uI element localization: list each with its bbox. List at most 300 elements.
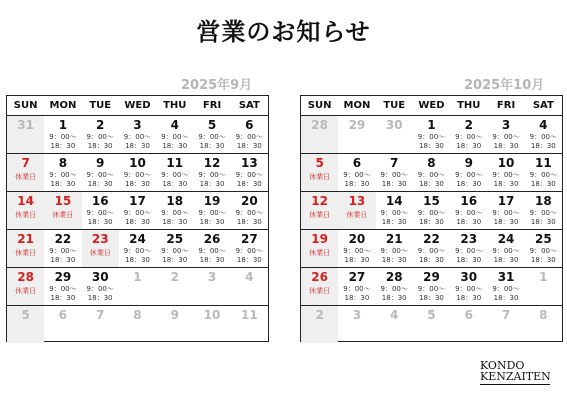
closed-day-label: 休業日 [15,173,37,181]
business-hours-open: 9：00〜 [417,171,446,179]
day-number: 20 [348,232,366,246]
day-cell [44,268,81,305]
weekday-header: SUN [13,100,38,111]
weekday-header: THU [457,100,481,111]
business-hours-open: 9：00〜 [380,247,408,255]
day-cell [193,306,230,343]
business-hours-close: 18：30 [87,142,113,150]
day-number: 25 [534,232,552,246]
day-cell [301,268,338,305]
day-cell [450,306,487,343]
day-number: 6 [464,308,473,322]
day-cell [487,192,524,229]
day-number: 26 [311,270,328,284]
business-hours-open: 9：00〜 [123,133,152,141]
day-cell [7,116,44,153]
closed-day-label: 休業日 [309,287,331,295]
day-cell [82,154,119,191]
day-number: 24 [129,232,146,246]
day-number: 24 [497,232,515,246]
day-cell [376,306,413,343]
day-number: 6 [352,156,362,170]
business-hours-close: 18：30 [125,218,150,226]
business-hours-open: 9：00〜 [492,209,520,217]
business-hours-open: 9：00〜 [161,247,189,255]
business-hours-close: 18：30 [419,180,444,188]
business-hours-open: 9：00〜 [455,209,483,217]
day-cell [487,230,524,267]
business-hours-open: 9：00〜 [86,209,114,217]
business-hours-close: 18：30 [87,294,113,302]
day-cell [413,192,450,229]
day-cell [119,192,156,229]
day-number: 1 [58,118,68,132]
business-hours-close: 18：30 [419,218,444,226]
weekday-header: SUN [307,100,332,111]
day-cell [487,116,524,153]
business-hours-open: 9：00〜 [235,209,264,217]
day-cell [231,154,268,191]
day-number: 31 [17,118,34,132]
business-hours-close: 18：30 [344,180,370,188]
business-hours-open: 9：00〜 [161,209,189,217]
company-logo [480,360,552,385]
day-cell [156,192,193,229]
business-hours-close: 18：30 [456,218,482,226]
day-number: 17 [129,194,146,208]
weekday-header: TUE [89,100,112,111]
day-number: 7 [501,308,511,322]
day-number: 30 [91,270,109,284]
weekday-header: SAT [238,100,260,111]
day-cell [487,268,524,305]
business-hours-open: 9：00〜 [492,247,520,255]
day-number: 4 [390,308,399,322]
business-hours-open: 9：00〜 [417,133,446,141]
day-cell [525,116,562,153]
day-cell [450,154,487,191]
day-cell [301,192,338,229]
business-hours-close: 18：30 [199,256,225,264]
day-number: 28 [17,270,34,284]
day-cell [7,154,44,191]
weekday-header: FRI [496,100,516,111]
day-number: 27 [348,270,366,284]
logo-line-2: KENZAITEN [480,370,551,383]
business-hours-close: 18：30 [381,294,407,302]
day-number: 3 [133,118,142,132]
closed-day-label: 休業日 [52,211,74,219]
day-number: 14 [17,194,34,208]
business-hours-open: 9：00〜 [49,247,77,255]
business-hours-close: 18：30 [530,256,556,264]
day-cell [413,306,450,343]
day-number: 7 [390,156,399,170]
day-number: 5 [427,308,436,322]
day-number: 8 [58,156,68,170]
day-number: 23 [460,232,478,246]
business-hours-open: 9：00〜 [492,133,520,141]
day-number: 19 [203,194,221,208]
day-number: 8 [427,156,436,170]
business-hours-close: 18：30 [530,180,556,188]
day-cell [376,192,413,229]
day-number: 16 [460,194,478,208]
day-number: 21 [17,232,34,246]
day-cell [7,268,44,305]
business-hours-close: 18：30 [530,142,556,150]
day-number: 30 [385,118,403,132]
closed-day-label: 休業日 [346,211,368,219]
day-number: 2 [96,118,105,132]
business-hours-close: 18：30 [419,256,444,264]
business-hours-open: 9：00〜 [161,171,189,179]
day-cell [44,116,81,153]
week-row [7,154,268,192]
business-hours-close: 18：30 [236,180,262,188]
day-number: 30 [460,270,478,284]
business-hours-close: 18：30 [87,218,113,226]
page-title: 営業のお知らせ [196,18,371,46]
business-hours-open: 9：00〜 [343,285,371,293]
business-hours-open: 9：00〜 [380,209,408,217]
business-hours-close: 18：30 [162,142,188,150]
day-cell [413,230,450,267]
business-hours-close: 18：30 [199,180,225,188]
day-number: 16 [91,194,109,208]
day-number: 13 [240,156,258,170]
day-cell [156,230,193,267]
day-number: 27 [240,232,258,246]
weekday-header: WED [124,100,151,111]
business-hours-open: 9：00〜 [86,285,114,293]
day-cell [119,306,156,343]
business-hours-open: 9：00〜 [455,247,483,255]
day-cell [450,116,487,153]
weekday-header: TUE [383,100,406,111]
day-number: 15 [423,194,440,208]
day-number: 14 [385,194,403,208]
day-number: 1 [539,270,548,284]
business-hours-close: 18：30 [50,142,76,150]
day-number: 2 [315,308,324,322]
business-hours-close: 18：30 [419,294,444,302]
day-cell [376,230,413,267]
business-hours-close: 18：30 [236,218,262,226]
day-cell [487,154,524,191]
business-hours-close: 18：30 [456,256,482,264]
logo-underline [480,384,550,385]
day-number: 5 [315,156,324,170]
calendar-october [300,95,563,342]
business-hours-close: 18：30 [344,256,370,264]
day-cell [231,230,268,267]
day-number: 12 [311,194,328,208]
day-cell [376,116,413,153]
day-number: 3 [352,308,362,322]
day-cell [413,154,450,191]
business-hours-open: 9：00〜 [49,285,77,293]
day-number: 5 [21,308,30,322]
day-cell [82,306,119,343]
business-hours-close: 18：30 [125,142,150,150]
business-hours-open: 9：00〜 [529,247,558,255]
day-cell [44,192,81,229]
day-cell [7,192,44,229]
day-number: 28 [385,270,403,284]
weekday-header: MON [49,100,77,111]
day-cell [525,306,562,343]
day-cell [338,192,375,229]
day-number: 11 [166,156,184,170]
weekday-header-row [301,96,562,116]
day-cell [193,192,230,229]
day-cell [156,268,193,305]
day-number: 2 [170,270,179,284]
day-number: 10 [203,308,221,322]
business-hours-close: 18：30 [125,180,150,188]
week-row [301,192,562,230]
day-cell [413,116,450,153]
business-hours-close: 18：30 [456,180,482,188]
business-hours-close: 18：30 [162,218,188,226]
day-cell [7,230,44,267]
day-cell [487,306,524,343]
business-hours-close: 18：30 [493,180,519,188]
day-number: 19 [311,232,328,246]
day-number: 29 [54,270,72,284]
day-cell [525,268,562,305]
business-hours-open: 9：00〜 [161,133,189,141]
business-hours-open: 9：00〜 [198,171,226,179]
closed-day-label: 休業日 [309,211,331,219]
day-number: 13 [348,194,366,208]
day-cell [119,154,156,191]
day-cell [44,306,81,343]
day-cell [376,268,413,305]
week-row [301,306,562,343]
week-row [7,116,268,154]
business-hours-open: 9：00〜 [529,209,558,217]
day-cell [82,230,119,267]
day-cell [525,154,562,191]
business-hours-close: 18：30 [199,142,225,150]
day-number: 17 [497,194,515,208]
day-number: 9 [170,308,179,322]
day-cell [231,116,268,153]
day-number: 10 [129,156,146,170]
day-number: 15 [54,194,72,208]
day-number: 12 [203,156,221,170]
business-hours-open: 9：00〜 [235,171,264,179]
weekday-header: WED [418,100,445,111]
business-hours-close: 18：30 [50,294,76,302]
day-number: 1 [133,270,142,284]
day-cell [193,154,230,191]
day-number: 18 [166,194,184,208]
day-cell [338,306,375,343]
business-hours-open: 9：00〜 [198,247,226,255]
closed-day-label: 休業日 [15,287,37,295]
week-row [7,268,268,306]
day-number: 3 [207,270,217,284]
weekday-header-row [7,96,268,116]
day-cell [301,306,338,343]
day-number: 5 [207,118,217,132]
business-hours-open: 9：00〜 [198,209,226,217]
business-hours-close: 18：30 [344,294,370,302]
day-number: 1 [427,118,436,132]
month-label-october: 2025年10月 [464,78,545,93]
business-hours-open: 9：00〜 [235,133,264,141]
week-row [7,192,268,230]
day-cell [338,116,375,153]
day-cell [338,268,375,305]
weekday-header: MON [343,100,371,111]
week-row [301,116,562,154]
business-hours-open: 9：00〜 [492,171,520,179]
business-hours-open: 9：00〜 [380,171,408,179]
business-hours-open: 9：00〜 [417,285,446,293]
business-hours-close: 18：30 [162,256,188,264]
business-hours-open: 9：00〜 [529,133,558,141]
day-cell [82,192,119,229]
day-number: 6 [245,118,254,132]
closed-day-label: 休業日 [309,173,331,181]
business-hours-close: 18：30 [236,256,262,264]
day-cell [338,230,375,267]
day-number: 20 [240,194,258,208]
day-cell [450,268,487,305]
business-hours-open: 9：00〜 [343,247,371,255]
day-number: 26 [203,232,221,246]
day-cell [156,306,193,343]
closed-day-label: 休業日 [89,249,111,257]
business-hours-open: 9：00〜 [455,285,483,293]
business-hours-close: 18：30 [456,142,482,150]
day-cell [82,116,119,153]
business-hours-open: 9：00〜 [455,171,483,179]
day-cell [376,154,413,191]
calendar-september [6,95,269,342]
week-row [301,230,562,268]
day-cell [301,154,338,191]
day-cell [156,154,193,191]
business-hours-open: 9：00〜 [123,209,152,217]
day-number: 23 [91,232,109,246]
closed-day-label: 休業日 [15,211,37,219]
day-number: 11 [240,308,258,322]
day-number: 4 [245,270,254,284]
day-cell [525,192,562,229]
day-cell [82,268,119,305]
business-hours-open: 9：00〜 [380,285,408,293]
weekday-header: THU [163,100,187,111]
business-hours-close: 18：30 [530,218,556,226]
day-number: 25 [166,232,184,246]
business-hours-close: 18：30 [493,294,519,302]
day-cell [525,230,562,267]
business-hours-open: 9：00〜 [86,133,114,141]
week-row [7,230,268,268]
business-hours-close: 18：30 [162,180,188,188]
week-row [7,306,268,343]
day-number: 4 [539,118,548,132]
business-hours-close: 18：30 [419,142,444,150]
day-number: 21 [385,232,403,246]
business-hours-close: 18：30 [125,256,150,264]
business-hours-open: 9：00〜 [49,133,77,141]
business-hours-open: 9：00〜 [123,171,152,179]
day-number: 29 [348,118,366,132]
day-number: 31 [497,270,515,284]
day-cell [44,154,81,191]
day-cell [301,230,338,267]
day-cell [119,268,156,305]
day-number: 6 [58,308,68,322]
day-cell [7,306,44,343]
week-row [301,154,562,192]
day-cell [231,306,268,343]
day-number: 22 [423,232,440,246]
day-number: 18 [534,194,552,208]
business-hours-open: 9：00〜 [235,247,264,255]
day-cell [119,116,156,153]
day-cell [193,116,230,153]
business-hours-close: 18：30 [50,180,76,188]
day-number: 9 [96,156,105,170]
business-hours-open: 9：00〜 [529,171,558,179]
closed-day-label: 休業日 [15,249,37,257]
day-cell [338,154,375,191]
day-number: 29 [423,270,440,284]
day-number: 7 [96,308,105,322]
business-hours-close: 18：30 [493,142,519,150]
business-hours-open: 9：00〜 [455,133,483,141]
day-number: 3 [501,118,511,132]
day-number: 8 [539,308,548,322]
day-cell [301,116,338,153]
business-hours-close: 18：30 [199,218,225,226]
business-hours-close: 18：30 [493,256,519,264]
business-hours-open: 9：00〜 [417,247,446,255]
day-cell [450,230,487,267]
week-row [301,268,562,306]
day-cell [231,268,268,305]
day-number: 4 [170,118,179,132]
closed-day-label: 休業日 [309,249,331,257]
day-cell [193,268,230,305]
day-cell [119,230,156,267]
day-cell [231,192,268,229]
business-hours-close: 18：30 [236,142,262,150]
business-hours-close: 18：30 [87,180,113,188]
business-hours-close: 18：30 [381,256,407,264]
business-hours-close: 18：30 [493,218,519,226]
day-cell [156,116,193,153]
month-label-september: 2025年9月 [181,78,253,93]
day-cell [450,192,487,229]
business-hours-open: 9：00〜 [343,171,371,179]
weekday-header: SAT [532,100,554,111]
day-number: 8 [133,308,142,322]
day-number: 10 [497,156,515,170]
day-cell [193,230,230,267]
business-hours-close: 18：30 [381,218,407,226]
business-hours-open: 9：00〜 [49,171,77,179]
business-hours-open: 9：00〜 [492,285,520,293]
business-hours-close: 18：30 [456,294,482,302]
